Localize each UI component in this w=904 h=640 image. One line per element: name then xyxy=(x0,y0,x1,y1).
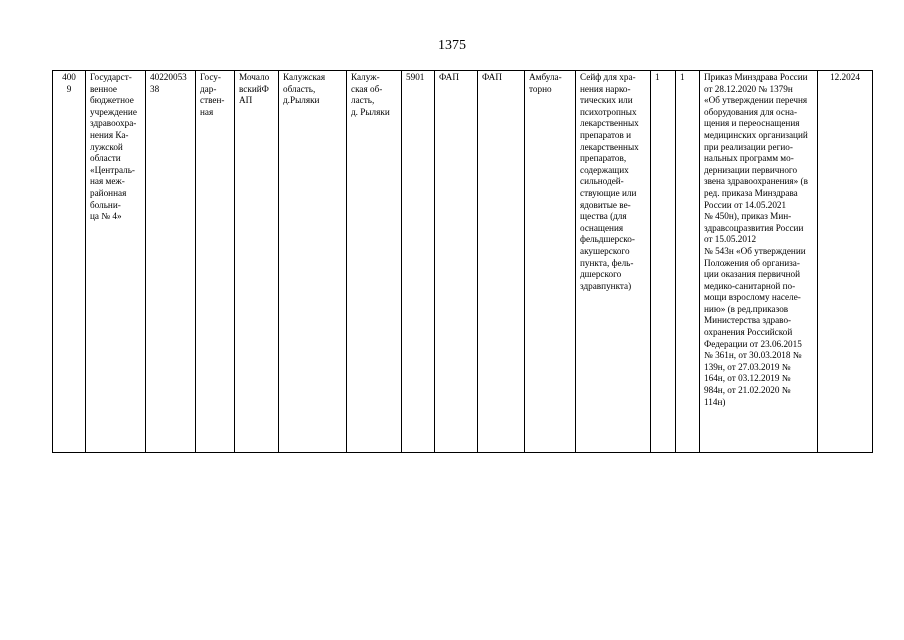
cell-address: Калужская область, д.Рыляки xyxy=(279,71,347,453)
cell-organization: Государст- венное бюджетное учреждение здравоохра- нения Ка- лужской области «Централь- ная меж- районная больни- ца № 4» xyxy=(86,71,146,453)
cell-code: 5901 xyxy=(402,71,435,453)
cell-ownership: Госу- дар- ствен- ная xyxy=(196,71,235,453)
cell-facility-type: ФАП xyxy=(435,71,478,453)
cell-equipment: Сейф для хра- нения нарко- тических или психотропных лекарственных препаратов и лекарственных препаратов, содержащих сильнодей- ствующие или ядовитые ве- щества (для оснащения фельдшерско- акушерского пункта, фель- дшерского здравпункта) xyxy=(576,71,651,453)
cell-inn: 40220053 38 xyxy=(146,71,196,453)
cell-legal-basis: Приказ Минздрава России от 28.12.2020 № 1379н «Об утверждении перечня оборудования для осна- щения и переоснащения медицинских организаций при реализации регио- нальных программ мо- дернизации первичного звена здравоохранения» (в ред. приказа Минздрава России от 14.05.2021 № 450н), приказ Мин- здравсоцразвития России от 15.05.2012 № 543н «Об утверждении Положения об организа- ции оказания первичной медико-санитарной по- мощи взрослому населе- нию» (в ред.приказов Министерства здраво- охранения Российской Федерации от 23.06.2015 № 361н, от 30.03.2018 № 139н, от 27.03.2019 № 164н, от 03.12.2019 № 984н, от 21.02.2020 № 114н) xyxy=(700,71,818,453)
table-row xyxy=(53,71,873,453)
equipment-table xyxy=(52,70,873,453)
cell-row-number: 400 9 xyxy=(53,71,86,453)
page-number: 1375 xyxy=(438,38,466,53)
cell-location: Калуж- ская об- ласть, д. Рыляки xyxy=(347,71,402,453)
cell-quantity-required: 1 xyxy=(651,71,676,453)
cell-care-conditions: Амбула- торно xyxy=(525,71,576,453)
cell-quantity-planned: 1 xyxy=(676,71,700,453)
cell-unit-name: Мочало вскийФ АП xyxy=(235,71,279,453)
cell-facility-subtype: ФАП xyxy=(478,71,525,453)
cell-date: 12.2024 xyxy=(818,71,873,453)
